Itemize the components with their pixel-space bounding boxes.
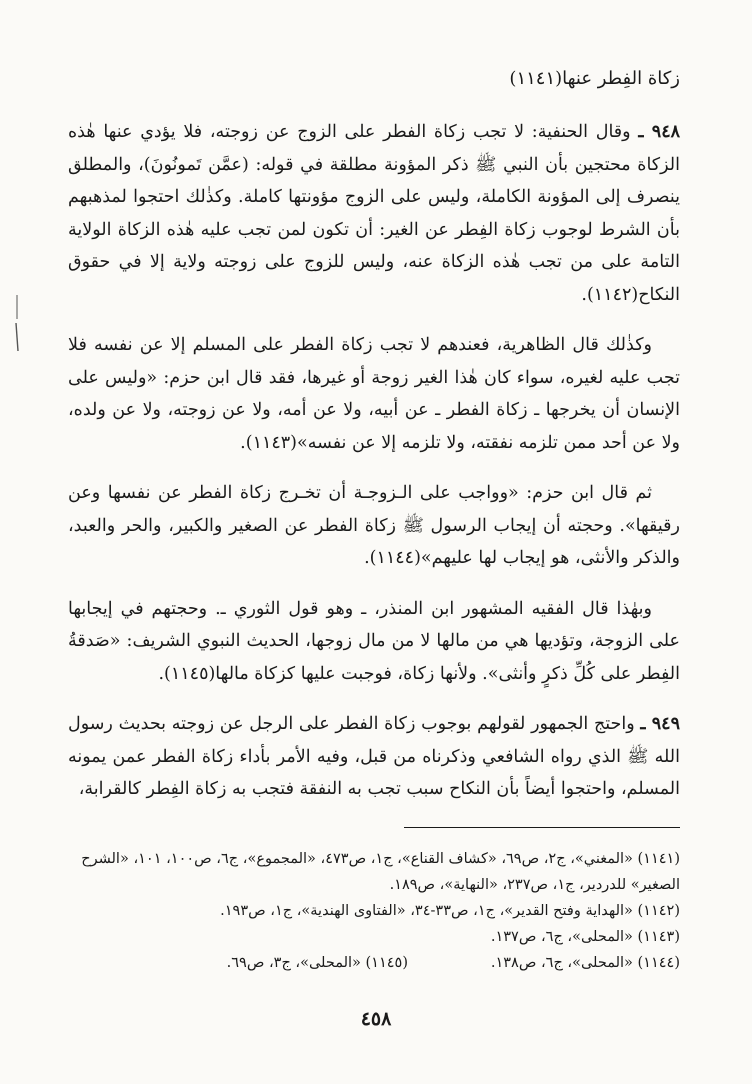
- footnote-divider: [404, 827, 680, 828]
- paragraph-zahiriya: [68, 329, 680, 459]
- paragraph-text: وبهٰذا قال الفقيه المشهور ابن المنذر، ـ وهو قول الثوري ـ. وحجتهم في إيجابها على الزوجة، وتؤديها هي من مالها لا من مال زوجها، الحديث النبوي الشريف: «صَدقةُ الفِطر على كُلِّ ذكرٍ وأنثى». ولأنها زكاة، فوجبت عليها كزكاة مالها(١١٤٥).: [68, 598, 680, 684]
- footnotes: [64, 846, 680, 976]
- footnote-1143: (١١٤٣) «المحلى»، ج٦، ص١٣٧.: [490, 929, 680, 945]
- paragraph-text: وقال الحنفية: لا تجب زكاة الفطر على الزوج عن زوجته، فلا يؤدي عنها هٰذه الزكاة محتجين بأن النبي ﷺ ذكر المؤونة مطلقة في قوله: (عمَّن تَمونُونَ)، والمطلق ينصرف إلى المؤونة الكاملة، وليس على الزوج مؤونتها كاملة. وكذٰلك احتجوا لمذهبهم بأن الشرط لوجوب زكاة الفِطر عن الغير: أن تكون لمن تجب عليه هٰذه الزكاة الولاية التامة على من تجب هٰذه الزكاة عنه، وليس للزوج على زوجته ولاية إلا في حقوق النكاح(١١٤٢).: [68, 122, 680, 305]
- footnote-1142: (١١٤٢) «الهداية وفتح القدير»، ج١، ص٣٣-٣٤، «الفتاوى الهندية»، ج١، ص١٩٣.: [220, 903, 680, 919]
- body-text: [68, 116, 680, 824]
- paragraph-number: ٩٤٩ ـ: [640, 714, 680, 734]
- paragraph-text: واحتج الجمهور لقولهم بوجوب زكاة الفطر على الرجل عن زوجته بحديث رسول الله ﷺ الذي رواه الشافعي وذكرناه من قبل، وفيه الأمر بأداء زكاة الفطر عمن يمونه المسلم، واحتجوا أيضاً بأن النكاح سبب تجب به النفقة فتجب به زكاة الفِطر كالقرابة،: [68, 714, 680, 799]
- paragraph-text: ثم قال ابن حزم: «وواجب على الـزوجـة أن تخـرج زكاة الفطر عن نفسها وعن رقيقها». وحجته أن إيجاب الرسول ﷺ زكاة الفطر عن الصغير والكبير، والحر والعبد، والذكر والأنثى، هو إيجاب لها عليهم»(١١٤٤).: [68, 483, 680, 568]
- running-head: زكاة الفِطر عنها(١١٤١): [509, 68, 680, 89]
- footnote-1144: (١١٤٤) «المحلى»، ج٦، ص١٣٨.: [490, 955, 680, 971]
- page-number: ٤٥٨: [360, 1008, 392, 1030]
- footnote-1141: (١١٤١) «المغني»، ج٢، ص٦٩، «كشاف القناع»، ج١، ص٤٧٣، «المجموع»، ج٦، ص١٠٠، ١٠١، «الشرح الصغير» للدردير، ج١، ص٢٣٧، «النهاية»، ص١٨٩.: [81, 851, 680, 893]
- paragraph-949: [68, 708, 680, 806]
- paragraph-number: ٩٤٨ ـ: [638, 122, 680, 142]
- footnote-row: [64, 950, 680, 976]
- scan-margin-mark-icon: [14, 295, 20, 351]
- paragraph-948: [68, 116, 680, 311]
- paragraph-ibn-hazm: [68, 477, 680, 575]
- footnote-1145: (١١٤٥) «المحلى»، ج٣، ص٦٩.: [226, 955, 408, 971]
- paragraph-text: وكذٰلك قال الظاهرية، فعندهم لا تجب زكاة الفطر على المسلم إلا عن نفسه فلا تجب عليه لغيره، سواء كان هٰذا الغير زوجة أو غيرها، فقد قال ابن حزم: «وليس على الإنسان أن يخرجها ـ زكاة الفطر ـ عن أبيه، ولا عن أمه، ولا عن زوجته، ولا عن ولده، ولا عن أحد ممن تلزمه نفقته، ولا تلزمه إلا عن نفسه»(١١٤٣).: [68, 335, 680, 453]
- paragraph-ibn-al-mundhir: [68, 593, 680, 691]
